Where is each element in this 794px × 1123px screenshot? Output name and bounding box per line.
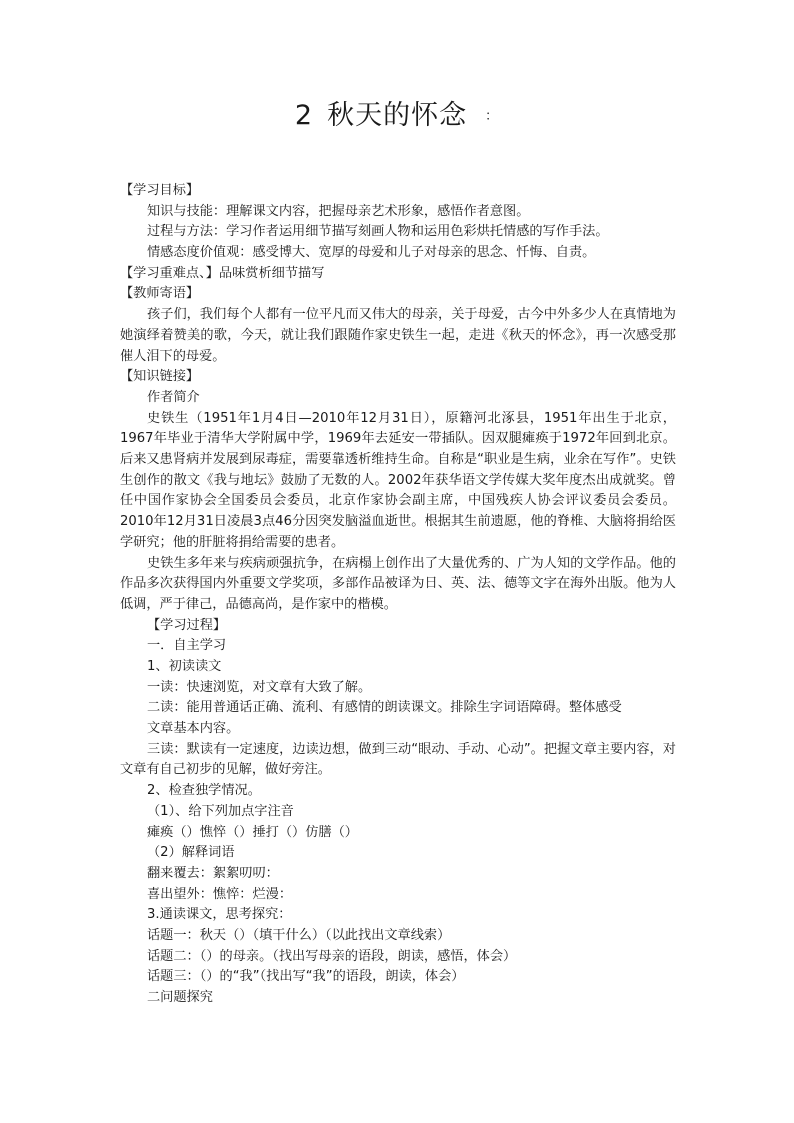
document-body [120, 181, 676, 1009]
reading-two: 二读：能用普通话正确、流利、有感情的朗读课文。排除生字词语障碍。整体感受 [147, 700, 622, 716]
topic-three: 话题三：（）的“我”（找出写“我”的语段，朗读，体会） [147, 969, 465, 985]
reading-two-continued: 文章基本内容。 [147, 721, 240, 737]
page-title [0, 98, 794, 135]
goal-emotion: 情感态度价值观：感受博大、宽厚的母爱和儿子对母亲的思念、忏悔、自责。 [147, 245, 596, 261]
author-works-paragraph: 史铁生多年来与疾病顽强抗争，在病榻上创作出了大量优秀的、广为人知的文学作品。他的作品多次获得国内外重要文学奖项，多部作品被译为日、英、法、德等文字在海外出版。他为人低调，严于律己，品德高尚，是作家中的楷模。 [120, 555, 676, 612]
goal-knowledge: 知识与技能：理解课文内容，把握母亲艺术形象，感悟作者意图。 [147, 203, 530, 219]
teacher-message-paragraph: 孩子们，我们每个人都有一位平凡而又伟大的母亲，关于母爱，古今中外多少人在真情地为她演绎着赞美的歌，今天，就让我们跟随作家史铁生一起，走进《秋天的怀念》，再一次感受那催人泪下的母爱。 [120, 307, 676, 364]
step-read-explore: 3.通读课文，思考探究： [147, 907, 292, 923]
section-heading-goals: 【学习目标】 [120, 183, 200, 198]
author-intro-heading: 作者简介 [147, 389, 200, 405]
section-heading-teacher-message: 【教师寄语】 [120, 286, 200, 302]
section-heading-knowledge-link: 【知识链接】 [120, 369, 200, 385]
reading-three: 三读：默读有一定速度，边读边想，做到三动“眼动、手动、心动”。把握文章主要内容，对文章有自己初步的见解，做好旁注。 [120, 741, 676, 778]
reading-one: 一读：快速浏览，对文章有大致了解。 [147, 679, 372, 695]
step-self-study: 一．自主学习 [147, 638, 227, 654]
exercise-pinyin-heading: （1）、给下列加点字注音 [147, 803, 294, 819]
exercise-define-heading: （2）解释词语 [147, 845, 235, 861]
goal-process: 过程与方法：学习作者运用细节描写刻画人物和运用色彩烘托情感的写作手法。 [147, 224, 609, 240]
step-check-study: 2、检查独学情况。 [147, 783, 261, 799]
topic-two: 话题二：（）的母亲。（找出写母亲的语段，朗读，感悟，体会） [147, 948, 517, 964]
section-problem-explore: 二问题探究 [147, 990, 213, 1006]
author-bio-paragraph: 史铁生（1951年1月4日—2010年12月31日），原籍河北涿县，1951年出生于北京，1967年毕业于清华大学附属中学，1969年去延安一带插队。因双腿瘫痪于1972年回到北京。后来又患肾病并发展到尿毒症，需要靠透析维持生命。自称是“职业是生病，业余在写作”。史铁生创作的散文《我与地坛》鼓励了无数的人。2002年获华语文学传媒大奖年度杰出成就奖。曾任中国作家协会全国委员会委员，北京作家协会副主席，中国残疾人协会评议委员会委员。2010年12月31日凌晨3点46分因突发脑溢血逝世。根据其生前遗愿，他的脊椎、大脑将捐给医学研究；他的肝脏将捐给需要的患者。 [120, 410, 676, 550]
lesson-title: 秋天的怀念 [327, 100, 468, 131]
section-heading-learning-process: 【学习过程】 [147, 617, 227, 633]
lesson-number: 2 [294, 100, 314, 131]
title-mark: ： [485, 108, 500, 124]
step-first-reading: 1、初读读文 [147, 659, 222, 675]
section-heading-key-points: 【学习重难点、】品味赏析细节描写 [120, 265, 325, 281]
exercise-pinyin-words: 瘫痪（）憔悴（）捶打（）仿膳（） [147, 824, 358, 840]
exercise-define-words-1: 翻来覆去：絮絮叨叨： [147, 865, 279, 881]
topic-one: 话题一：秋天（）（填干什么）（以此找出文章线索） [147, 927, 451, 943]
exercise-define-words-2: 喜出望外：憔悴：烂漫： [147, 886, 293, 902]
